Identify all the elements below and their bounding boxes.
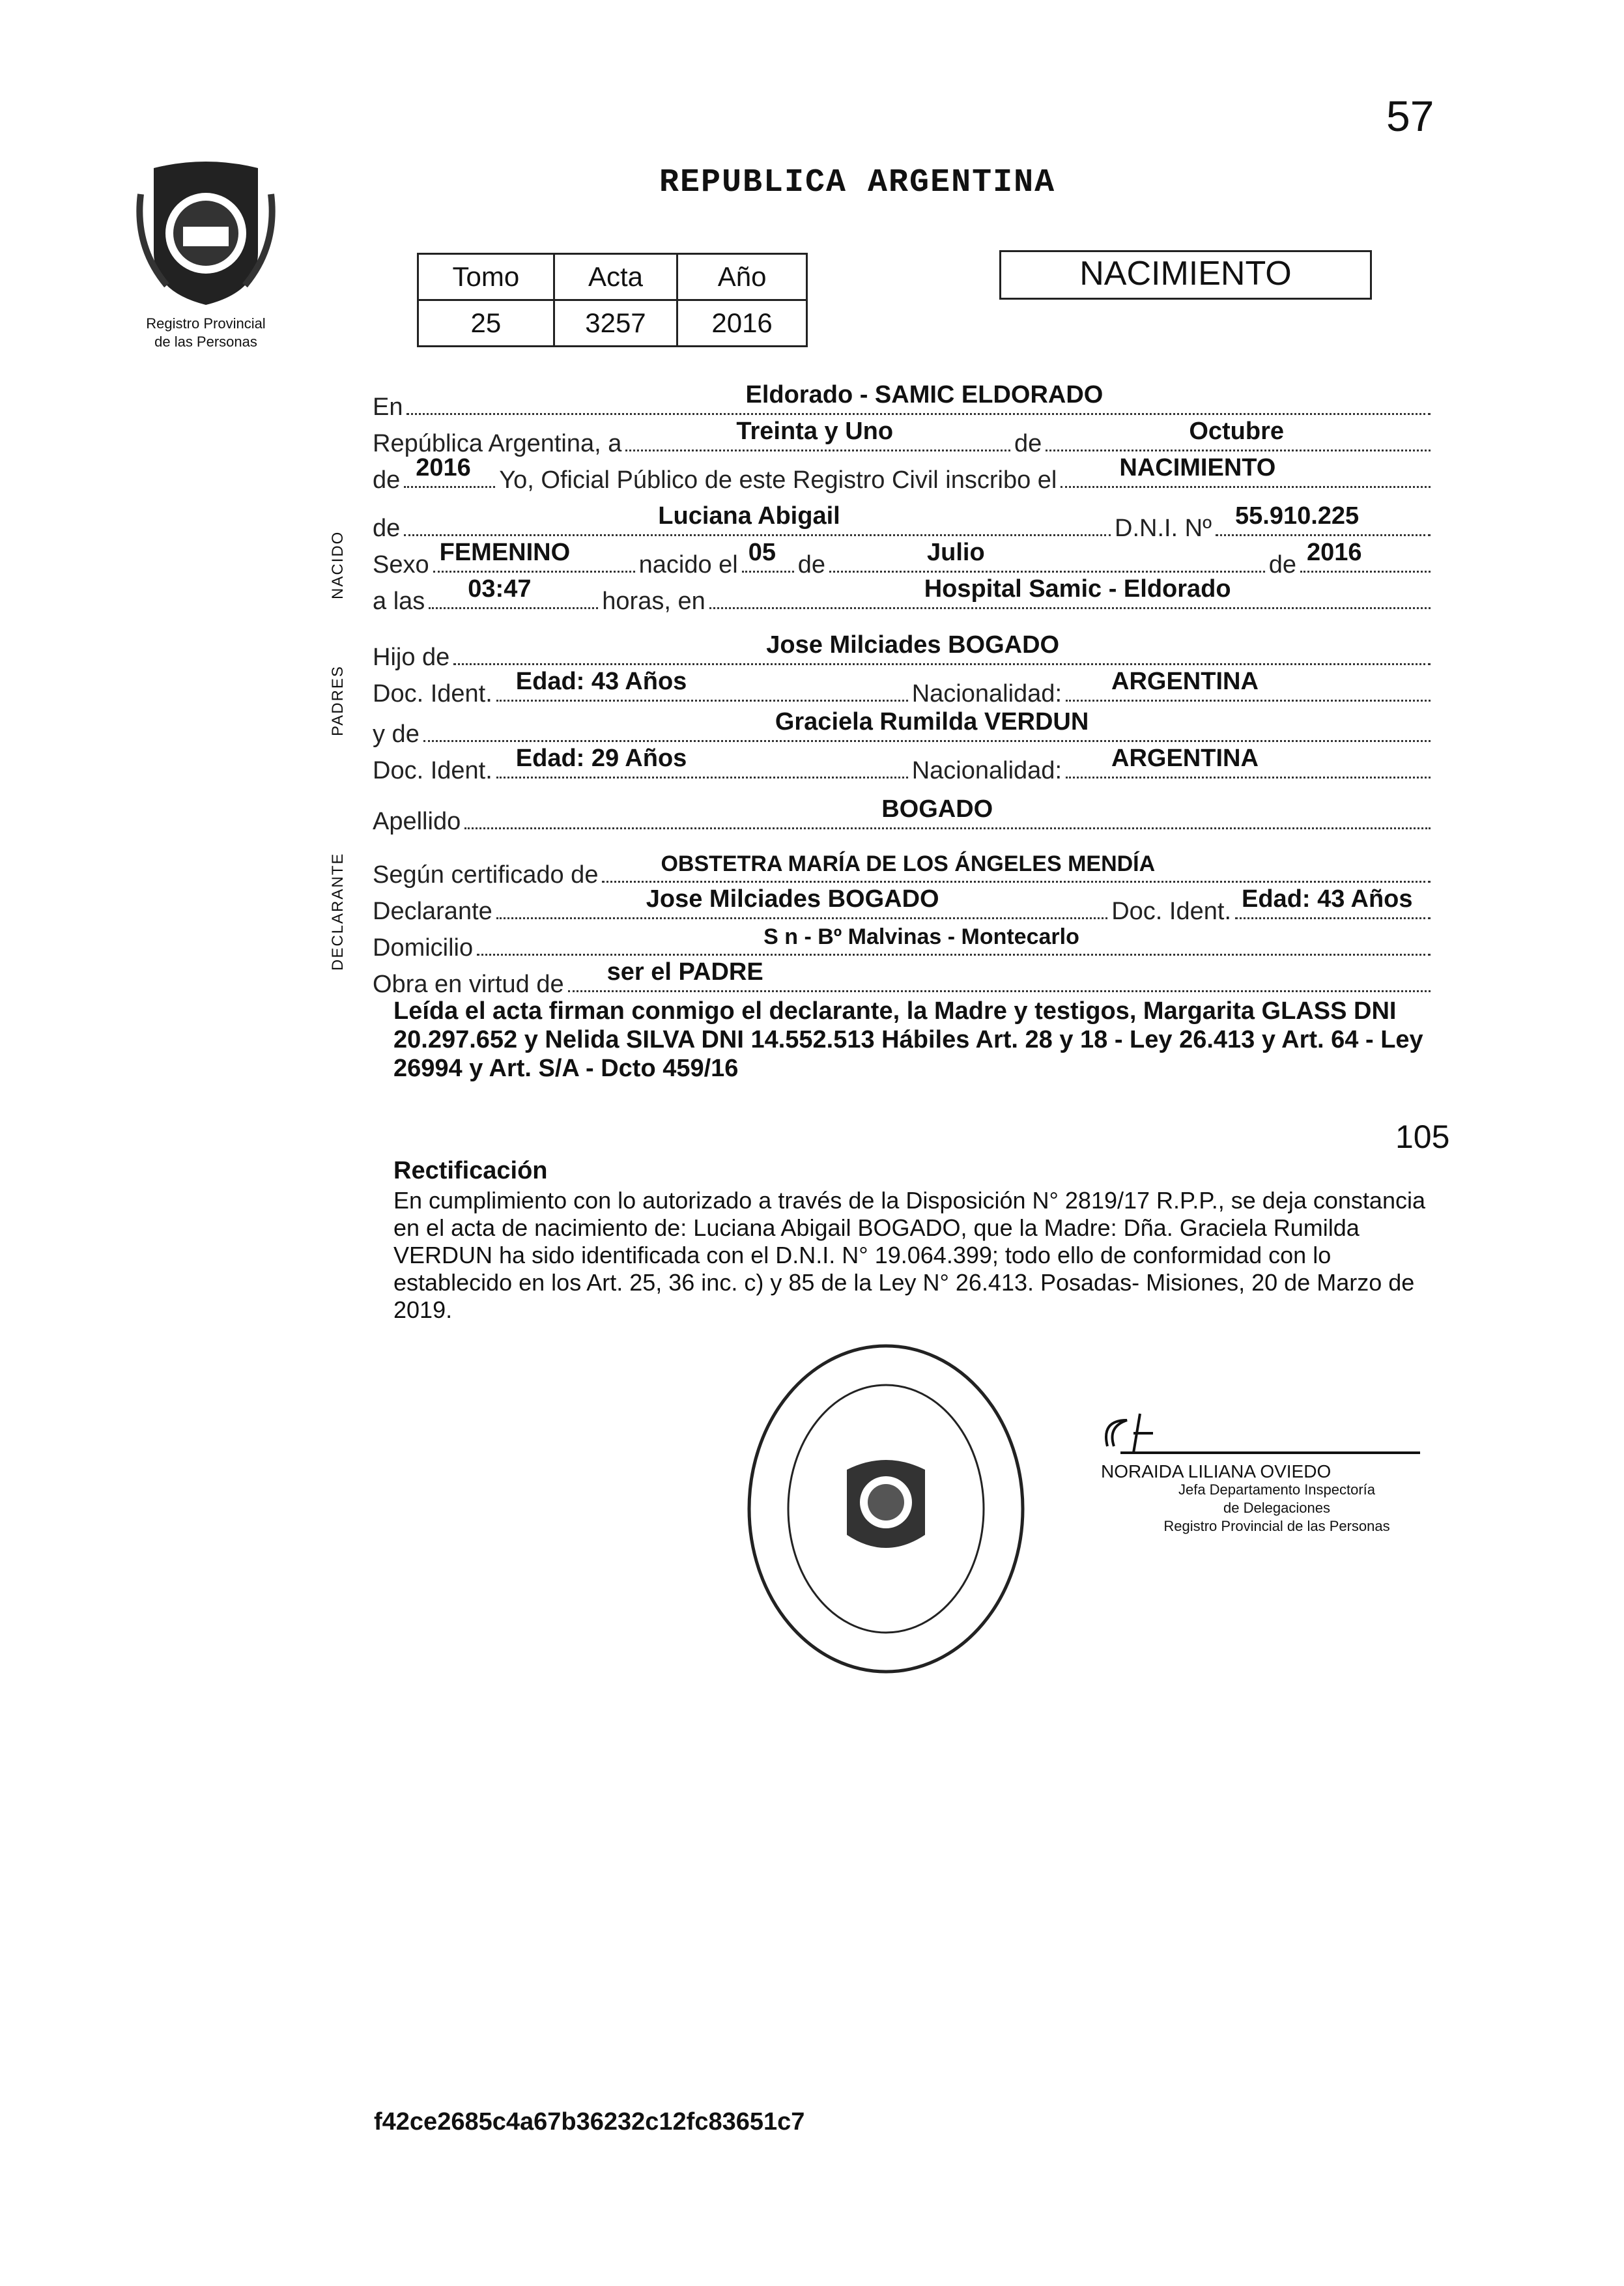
value-nac-mes: Julio xyxy=(927,539,985,566)
page-number: 57 xyxy=(1386,92,1434,140)
label-a-las: a las xyxy=(373,588,425,615)
value-doc-padre: Edad: 43 Años xyxy=(515,668,687,695)
official-stamp-icon xyxy=(743,1339,1029,1678)
registry-logo xyxy=(128,155,284,351)
value-apellido: BOGADO xyxy=(881,795,993,823)
value-madre: Graciela Rumilda VERDUN xyxy=(775,708,1089,736)
label-y-de: y de xyxy=(373,721,420,748)
label-en: En xyxy=(373,393,403,421)
misiones-seal-icon xyxy=(128,155,284,311)
label-apellido: Apellido xyxy=(373,808,461,835)
value-doc-declarante: Edad: 43 Años xyxy=(1242,885,1413,913)
side-label-declarante: DECLARANTE xyxy=(329,852,347,971)
label-nacionalidad-1: Nacionalidad: xyxy=(911,680,1062,707)
value-dni: 55.910.225 xyxy=(1235,502,1360,530)
document-title: REPUBLICA ARGENTINA xyxy=(659,164,1056,201)
label-de-2: de xyxy=(373,466,401,494)
label-dni: D.N.I. Nº xyxy=(1115,515,1212,542)
value-padre: Jose Milciades BOGADO xyxy=(766,631,1060,659)
rectificacion-title: Rectificación xyxy=(393,1157,548,1184)
side-label-padres: PADRES xyxy=(329,665,347,736)
value-doc-madre: Edad: 29 Años xyxy=(515,745,687,772)
value-nacionalidad-padre: ARGENTINA xyxy=(1111,668,1259,695)
label-de-4: de xyxy=(797,551,826,579)
signatory-role-3: Registro Provincial de las Personas xyxy=(1163,1518,1390,1534)
signatory-role-2: de Delegaciones xyxy=(1223,1500,1330,1516)
line-hora xyxy=(373,575,1434,616)
folio-number: 105 xyxy=(1395,1119,1450,1155)
label-doc-ident-3: Doc. Ident. xyxy=(1111,898,1231,925)
signature-block xyxy=(1094,1407,1459,1536)
acta-table xyxy=(417,253,808,347)
line-doc-madre xyxy=(373,745,1434,785)
label-domicilio: Domicilio xyxy=(373,934,474,962)
label-de-1: de xyxy=(1014,430,1042,457)
label-sexo: Sexo xyxy=(373,551,429,579)
rectificacion-body: En cumplimiento con lo autorizado a través de la Disposición N° 2819/17 R.P.P., se deja constancia en el acta de nacimiento de: Luciana Abigail BOGADO, que la Madre: Dña. Graciela Rumilda VERDUN ha sido identificada con el D.N.I. N° 19.064.399; todo ello de conformidad con lo establecido en los Art. 25, 36 inc. c) y 85 de la Ley N° 26.413. Posadas- Misiones, 20 de Marzo de 2019. xyxy=(393,1187,1425,1323)
document-type-box: NACIMIENTO xyxy=(999,250,1372,300)
value-anio: 2016 xyxy=(677,300,807,347)
label-obra: Obra en virtud de xyxy=(373,971,564,998)
header-acta: Acta xyxy=(554,254,677,300)
label-hijo-de: Hijo de xyxy=(373,644,450,671)
value-lugar-inscripcion: Eldorado - SAMIC ELDORADO xyxy=(745,381,1104,408)
document-hash: f42ce2685c4a67b36232c12fc83651c7 xyxy=(374,2108,805,2136)
label-nacionalidad-2: Nacionalidad: xyxy=(911,757,1062,784)
label-yo: Yo, Oficial Público de este Registro Civil inscribo el xyxy=(499,466,1057,494)
value-acta: 3257 xyxy=(554,300,677,347)
value-nombre: Luciana Abigail xyxy=(658,502,840,530)
logo-caption-1: Registro Provincial xyxy=(146,315,266,332)
line-yo xyxy=(373,454,1434,494)
value-anio-inscripcion: 2016 xyxy=(416,454,471,481)
label-republica: República Argentina, a xyxy=(373,430,622,457)
signatory-name: NORAIDA LILIANA OVIEDO xyxy=(1101,1461,1332,1481)
value-acto: NACIMIENTO xyxy=(1119,454,1276,481)
label-doc-ident-1: Doc. Ident. xyxy=(373,680,492,707)
header-anio: Año xyxy=(677,254,807,300)
value-hora: 03:47 xyxy=(468,575,532,603)
side-label-nacido: NACIDO xyxy=(329,530,347,599)
line-obra xyxy=(373,958,1434,999)
official-stamp xyxy=(743,1339,1029,1681)
value-declarante: Jose Milciades BOGADO xyxy=(646,885,939,913)
label-segun-certificado: Según certificado de xyxy=(373,861,599,889)
label-horas-en: horas, en xyxy=(602,588,705,615)
label-declarante: Declarante xyxy=(373,898,492,925)
line-declarante xyxy=(373,885,1434,926)
value-tomo: 25 xyxy=(418,300,554,347)
value-nac-dia: 05 xyxy=(748,539,776,566)
line-domicilio xyxy=(373,924,1434,962)
signature-icon xyxy=(1094,1407,1420,1459)
line-apellido xyxy=(373,795,1434,836)
line-doc-padre xyxy=(373,668,1434,708)
label-doc-ident-2: Doc. Ident. xyxy=(373,757,492,784)
value-certificado: OBSTETRA MARÍA DE LOS ÁNGELES MENDÍA xyxy=(661,851,1156,876)
logo-caption-2: de las Personas xyxy=(154,334,257,350)
value-dia: Treinta y Uno xyxy=(736,418,894,445)
label-nacido-el: nacido el xyxy=(638,551,738,579)
value-nacionalidad-madre: ARGENTINA xyxy=(1111,745,1259,772)
label-de-5: de xyxy=(1268,551,1296,579)
value-domicilio: S n - Bº Malvinas - Montecarlo xyxy=(763,924,1079,949)
value-lugar-nacimiento: Hospital Samic - Eldorado xyxy=(924,575,1231,603)
value-obra: ser el PADRE xyxy=(606,958,763,986)
leida-paragraph: Leída el acta firman conmigo el declarante, la Madre y testigos, Margarita GLASS DNI 20.297.652 y Nelida SILVA DNI 14.552.513 Hábiles Art. 28 y 18 - Ley 26.413 y Art. 64 - Ley 26994 y Art. S/A - Dcto 459/16 xyxy=(393,997,1423,1082)
value-mes: Octubre xyxy=(1189,418,1285,445)
value-nac-anio: 2016 xyxy=(1307,539,1362,566)
value-sexo: FEMENINO xyxy=(439,539,571,566)
line-sexo xyxy=(373,539,1434,579)
header-tomo: Tomo xyxy=(418,254,554,300)
label-de-3: de xyxy=(373,515,401,542)
signatory-role-1: Jefa Departamento Inspectoría xyxy=(1178,1481,1376,1498)
